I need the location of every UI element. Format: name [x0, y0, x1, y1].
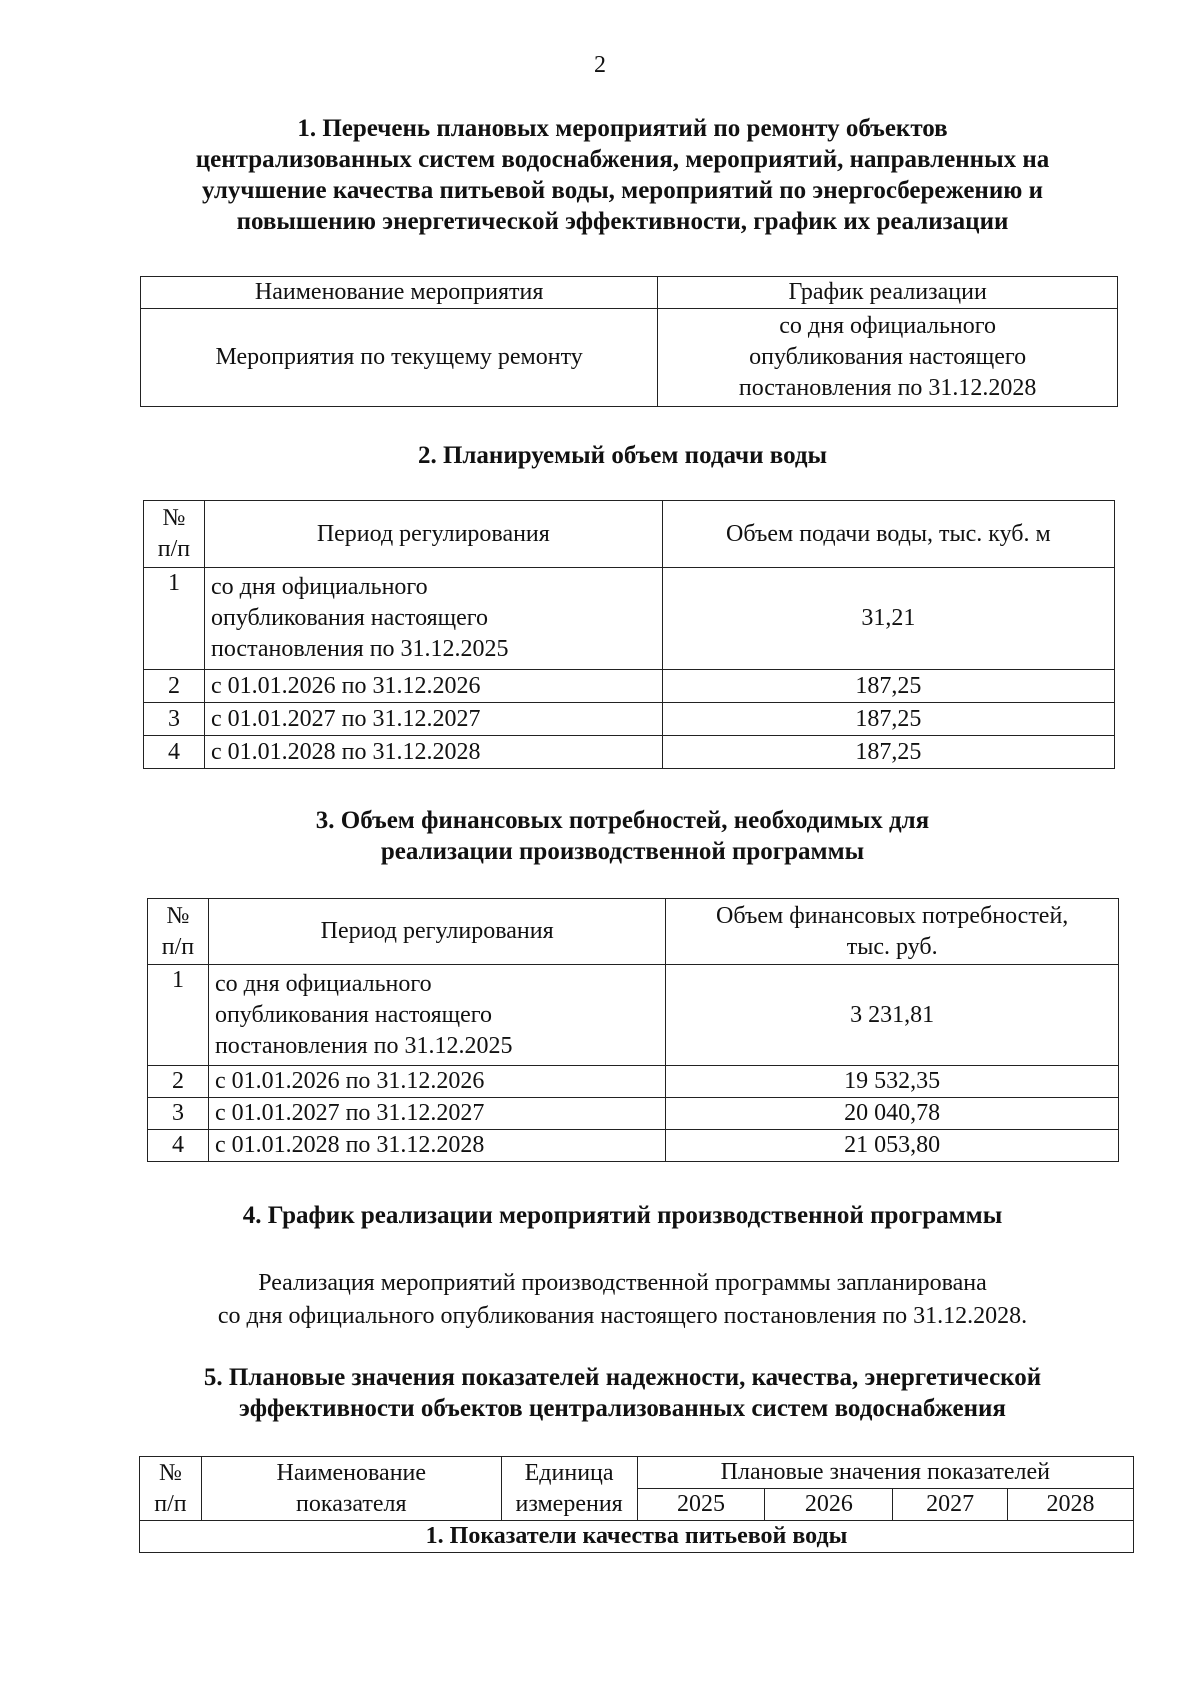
row-period: с 01.01.2026 по 31.12.2026: [208, 1066, 665, 1098]
header-num-line: №: [166, 902, 190, 929]
header-unit-line: Единица: [524, 1459, 614, 1486]
row-period: с 01.01.2027 по 31.12.2027: [208, 1098, 665, 1130]
row-period: [204, 568, 662, 670]
table-row: [148, 1098, 1119, 1130]
header-year: 2028: [1008, 1489, 1134, 1521]
section1-heading: [100, 113, 1145, 237]
section3-heading: [100, 805, 1145, 867]
section1-heading-line: 1. Перечень плановых мероприятий по ремонту объектов: [297, 115, 948, 142]
header-year: 2026: [765, 1489, 893, 1521]
row-period: с 01.01.2028 по 31.12.2028: [208, 1130, 665, 1162]
schedule-line: постановления по 31.12.2028: [738, 375, 1037, 401]
row-num: 2: [148, 1066, 209, 1098]
period-line: постановления по 31.12.2025: [210, 636, 509, 662]
schedule-line: со дня официального: [779, 313, 996, 339]
section5-heading-line: эффективности объектов централизованных систем водоснабжения: [239, 1395, 1006, 1422]
header-year: 2025: [637, 1489, 765, 1521]
row-period: [208, 965, 665, 1066]
section4-paragraph: [100, 1267, 1145, 1333]
header-schedule: График реализации: [658, 277, 1118, 309]
section5-heading: [100, 1362, 1145, 1424]
paragraph-line: со дня официального опубликования настоящего постановления по 31.12.2028.: [217, 1303, 1028, 1329]
row-num: 4: [144, 736, 205, 769]
section5-table: [139, 1456, 1134, 1553]
row-period: с 01.01.2028 по 31.12.2028: [204, 736, 662, 769]
subsection-title: 1. Показатели качества питьевой воды: [140, 1521, 1134, 1553]
row-num: 4: [148, 1130, 209, 1162]
section1-heading-line: повышению энергетической эффективности, график их реализации: [236, 208, 1009, 235]
header-finance-line: Объем финансовых потребностей,: [716, 902, 1069, 929]
section2-table: [143, 500, 1115, 769]
period-line: со дня официального: [210, 574, 428, 600]
section3-heading-line: реализации производственной программы: [380, 838, 865, 865]
table-header-row: [148, 899, 1119, 965]
table-row: [148, 965, 1119, 1066]
header-unit: [501, 1457, 637, 1521]
table-row: [144, 736, 1115, 769]
row-value: 187,25: [662, 703, 1114, 736]
header-activity-name: Наименование мероприятия: [141, 277, 658, 309]
row-num: 1: [144, 568, 205, 670]
paragraph-line: Реализация мероприятий производственной программы запланирована: [258, 1270, 987, 1296]
header-finance-line: тыс. руб.: [846, 933, 938, 960]
schedule-cell: [658, 309, 1118, 407]
section2-heading-line: 2. Планируемый объем подачи воды: [417, 442, 828, 469]
period-line: опубликования настоящего: [210, 605, 489, 631]
header-indicator-name: [201, 1457, 501, 1521]
section1-table: [140, 276, 1118, 407]
row-num: 3: [144, 703, 205, 736]
table-row: [144, 703, 1115, 736]
header-num-line: п/п: [157, 536, 191, 562]
header-num-line: п/п: [154, 1490, 187, 1517]
section4-heading-line: 4. График реализации мероприятий производственной программы: [242, 1202, 1003, 1229]
header-num-line: п/п: [161, 933, 195, 960]
activity-name-cell: Мероприятия по текущему ремонту: [141, 309, 658, 407]
header-num-line: №: [159, 1459, 182, 1486]
row-period: с 01.01.2027 по 31.12.2027: [204, 703, 662, 736]
table-header-row: [144, 501, 1115, 568]
row-value: 187,25: [662, 670, 1114, 703]
header-finance-volume: [666, 899, 1119, 965]
row-value: 19 532,35: [666, 1066, 1119, 1098]
section3-table: [147, 898, 1119, 1162]
section1-heading-line: централизованных систем водоснабжения, мероприятий, направленных на: [195, 146, 1050, 173]
row-value: 31,21: [662, 568, 1114, 670]
header-period: Период регулирования: [204, 501, 662, 568]
section4-heading: [100, 1200, 1145, 1231]
header-period: Период регулирования: [208, 899, 665, 965]
section5-heading-line: 5. Плановые значения показателей надежности, качества, энергетической: [203, 1364, 1042, 1391]
table-row: [144, 670, 1115, 703]
row-value: 21 053,80: [666, 1130, 1119, 1162]
table-header-row: [140, 1457, 1134, 1489]
section2-heading: [100, 440, 1145, 471]
section1-heading-line: улучшение качества питьевой воды, мероприятий по энергосбережению и: [201, 177, 1043, 204]
table-header-row: [141, 277, 1118, 309]
header-year: 2027: [893, 1489, 1008, 1521]
period-line: со дня официального: [214, 970, 432, 997]
period-line: постановления по 31.12.2025: [214, 1032, 513, 1059]
table-subsection-row: [140, 1521, 1134, 1553]
header-num: [140, 1457, 202, 1521]
table-row: [141, 309, 1118, 407]
section3-heading-line: 3. Объем финансовых потребностей, необходимых для: [315, 807, 930, 834]
row-value: 3 231,81: [666, 965, 1119, 1066]
schedule-line: опубликования настоящего: [749, 344, 1027, 370]
header-unit-line: измерения: [515, 1490, 623, 1517]
row-period: с 01.01.2026 по 31.12.2026: [204, 670, 662, 703]
row-value: 20 040,78: [666, 1098, 1119, 1130]
row-num: 1: [148, 965, 209, 1066]
page-number: 2: [594, 52, 606, 78]
header-num-line: №: [162, 505, 186, 531]
table-row: [144, 568, 1115, 670]
row-num: 2: [144, 670, 205, 703]
table-row: [148, 1130, 1119, 1162]
header-num: [148, 899, 209, 965]
header-num: [144, 501, 205, 568]
header-planned-values: Плановые значения показателей: [637, 1457, 1133, 1489]
row-num: 3: [148, 1098, 209, 1130]
header-indicator-line: показателя: [296, 1490, 407, 1517]
row-value: 187,25: [662, 736, 1114, 769]
table-row: [148, 1066, 1119, 1098]
period-line: опубликования настоящего: [214, 1001, 493, 1028]
header-indicator-line: Наименование: [276, 1459, 427, 1486]
header-water-volume: Объем подачи воды, тыс. куб. м: [662, 501, 1114, 568]
